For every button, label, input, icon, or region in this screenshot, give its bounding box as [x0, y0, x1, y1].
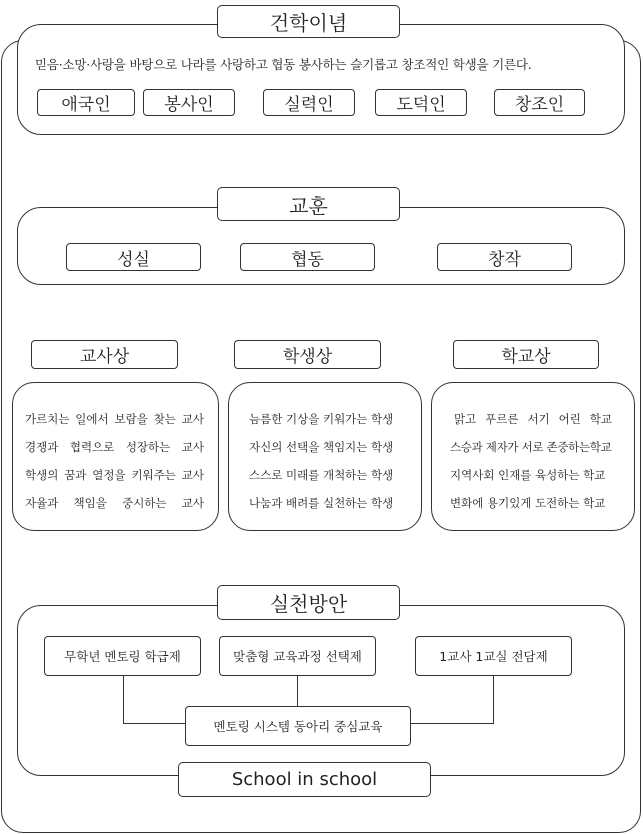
motto-title: 교훈: [217, 187, 400, 221]
student-line-4: 나눔과 배려를 실천하는 학생: [249, 496, 394, 510]
connector-left-horizontal: [123, 723, 186, 724]
practice-custom-curriculum: 맞춤형 교육과정 선택제: [219, 636, 376, 676]
philosophy-title: 건학이념: [217, 5, 400, 38]
ideal-patriot: 애국인: [37, 89, 135, 116]
practice-panel: [17, 605, 625, 776]
motto-creation: 창작: [437, 243, 572, 271]
practice-title: 실천방안: [217, 585, 400, 620]
school-line-3: 지역사회 인재를 육성하는 학교: [450, 468, 606, 482]
connector-middle-vertical: [297, 676, 298, 706]
school-line-2: 스승과 제자가 서로 존중하는학교: [450, 440, 612, 454]
teacher-line-3: 학생의 꿈과 열정을 키워주는 교사: [25, 468, 204, 482]
practice-one-teacher-one-room: 1교사 1교실 전담제: [415, 636, 572, 676]
student-line-1: 늠름한 기상을 키워가는 학생: [249, 412, 394, 426]
motto-sincerity: 성실: [66, 243, 201, 271]
school-line-1: 맑고 푸르른 서기 어린 학교: [454, 412, 612, 426]
ideal-creative: 창조인: [494, 89, 585, 116]
school-profile-card: [431, 382, 635, 531]
student-profile-card: [228, 382, 422, 531]
ideal-volunteer: 봉사인: [143, 89, 235, 116]
motto-cooperation: 협동: [240, 243, 375, 271]
teacher-profile-card: [12, 382, 219, 531]
teacher-profile-title: 교사상: [31, 340, 178, 369]
philosophy-statement: 믿음·소망·사랑을 바탕으로 나라를 사랑하고 협동 봉사하는 슬기롭고 창조적인 학생을 기른다.: [35, 57, 532, 72]
school-profile-title: 학교상: [453, 340, 599, 369]
teacher-line-2: 경쟁과 협력으로 성장하는 교사: [25, 440, 204, 454]
student-profile-title: 학생상: [234, 340, 381, 369]
teacher-line-4: 자율과 책임을 중시하는 교사: [25, 496, 204, 510]
practice-mentoring-class: 무학년 멘토링 학급제: [44, 636, 201, 676]
student-line-3: 스스로 미래를 개척하는 학생: [249, 468, 394, 482]
ideal-competent: 실력인: [263, 89, 355, 116]
teacher-line-1: 가르치는 일에서 보람을 찾는 교사: [25, 412, 204, 426]
connector-right-horizontal: [411, 723, 494, 724]
student-line-2: 자신의 선택을 책임지는 학생: [249, 440, 394, 454]
philosophy-panel: [17, 24, 625, 135]
practice-mentoring-club: 멘토링 시스템 동아리 중심교육: [185, 706, 411, 746]
connector-left-vertical: [123, 676, 124, 723]
connector-right-vertical: [493, 676, 494, 723]
ideal-moral: 도덕인: [375, 89, 467, 116]
school-line-4: 변화에 용기있게 도전하는 학교: [450, 496, 606, 510]
school-in-school-label: School in school: [178, 762, 431, 797]
